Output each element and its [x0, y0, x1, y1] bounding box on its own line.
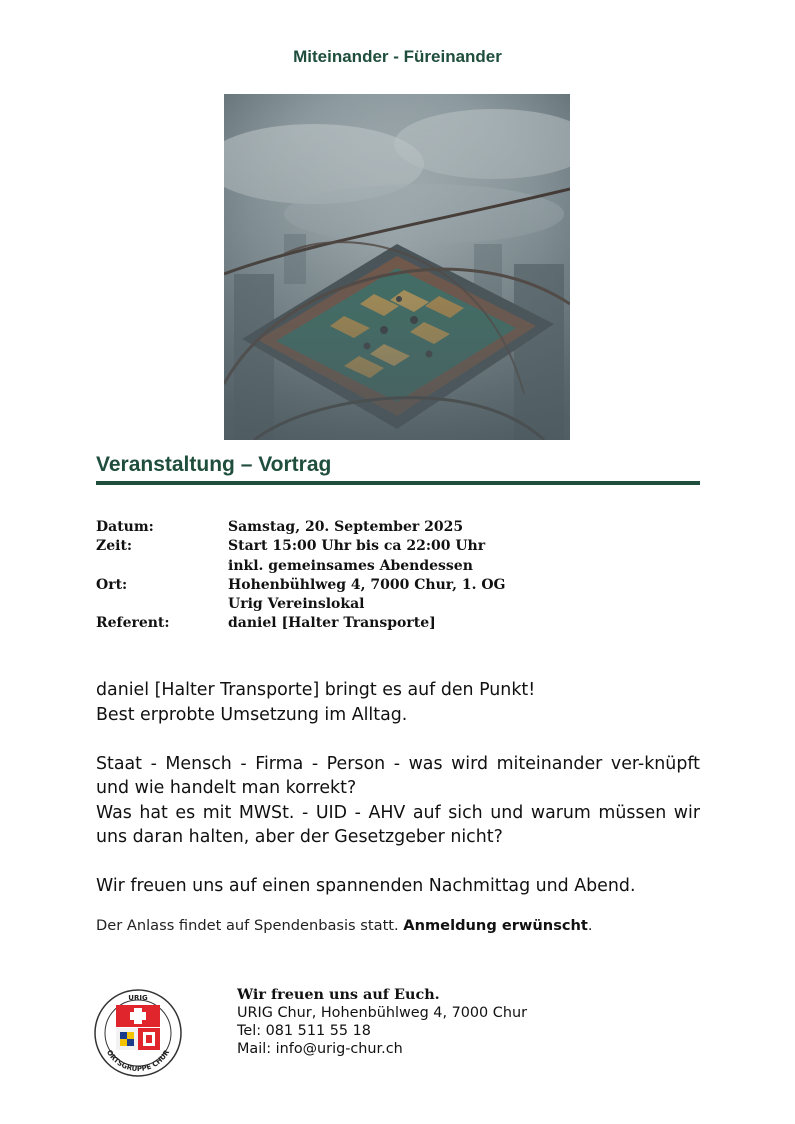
- place-note: Urig Vereinslokal: [228, 596, 365, 613]
- logo-ring-text: ORTSGRUPPE CHUR: [104, 1048, 172, 1074]
- contact-heading: Wir freuen uns auf Euch.: [237, 986, 440, 1003]
- logo-top-text: URIG: [128, 994, 148, 1002]
- detail-row-place: [96, 576, 716, 615]
- urig-logo: [93, 988, 183, 1078]
- time-note: inkl. gemeinsames Abendessen: [228, 557, 473, 574]
- board-tower-illustration: [224, 94, 570, 440]
- detail-row-speaker: [96, 614, 716, 633]
- question-paragraph-2: Was hat es mit MWSt. - UID - AHV auf sich und warum müssen wir uns daran halten, aber der Gesetzgeber nicht?: [96, 802, 700, 847]
- description: [96, 678, 700, 899]
- page-title: Miteinander - Füreinander: [293, 47, 502, 66]
- intro-line: daniel [Halter Transporte] bringt es auf den Punkt!: [96, 680, 536, 700]
- contact-mail[interactable]: Mail: info@urig-chur.ch: [237, 1041, 403, 1057]
- place-value: Hohenbühlweg 4, 7000 Chur, 1. OG: [228, 576, 506, 593]
- note-period: .: [587, 917, 593, 934]
- date-value: Samstag, 20. September 2025: [228, 519, 464, 535]
- registration-hint: Anmeldung erwünscht: [403, 917, 588, 934]
- question-paragraph-1: Staat - Mensch - Firma - Person - was wird miteinander ver-knüpft und wie handelt man korrekt?: [96, 753, 700, 798]
- time-value: Start 15:00 Uhr bis ca 22:00 Uhr: [228, 538, 486, 555]
- contact-phone: Tel: 081 511 55 18: [237, 1023, 371, 1039]
- detail-row-date: [96, 518, 716, 537]
- speaker-value: daniel [Halter Transporte]: [228, 615, 436, 632]
- intro-line-2: Best erprobte Umsetzung im Alltag.: [96, 704, 408, 725]
- section-title: Veranstaltung – Vortrag: [96, 453, 332, 476]
- date-label: Datum:: [96, 519, 154, 535]
- section-divider: [96, 481, 700, 485]
- detail-row-time: [96, 537, 716, 576]
- contact-address: URIG Chur, Hohenbühlweg 4, 7000 Chur: [237, 1005, 527, 1021]
- time-label: Zeit:: [96, 538, 133, 555]
- speaker-label: Referent:: [96, 615, 170, 632]
- closing-paragraph: Wir freuen uns auf einen spannenden Nachmittag und Abend.: [96, 876, 636, 896]
- donation-text: Der Anlass findet auf Spendenbasis statt.: [96, 917, 399, 934]
- donation-note: [96, 917, 593, 934]
- hero-image: [224, 94, 570, 440]
- event-details: [96, 518, 716, 634]
- contact-block: [237, 986, 527, 1058]
- place-label: Ort:: [96, 576, 128, 593]
